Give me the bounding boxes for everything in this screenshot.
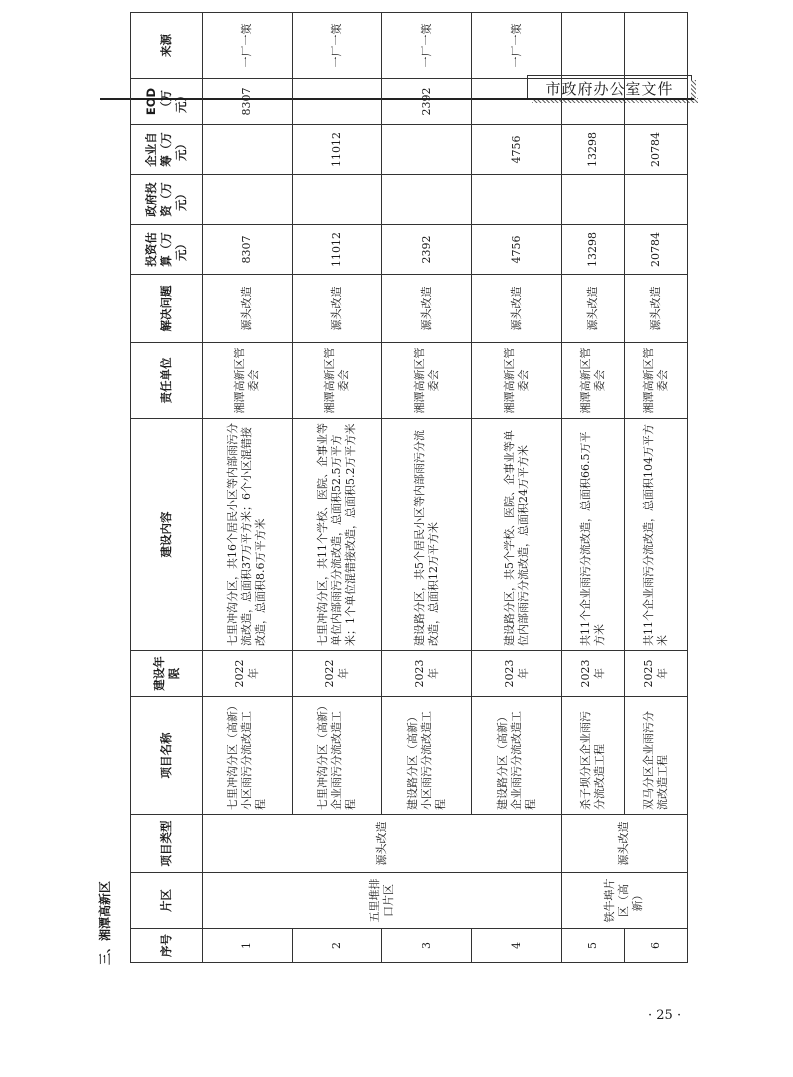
header-gov: 政府投资（万元） <box>131 175 203 225</box>
cell-eod: 2392 <box>382 79 472 125</box>
header-area: 片区 <box>131 873 203 929</box>
project-table <box>130 12 688 963</box>
cell-name: 七里冲沟分区（高新）企业雨污分流改造工程 <box>292 697 382 815</box>
cell-content: 共11个企业雨污分流改造，总面积104万平方米 <box>624 419 687 651</box>
page-number: · 25 · <box>648 1008 682 1023</box>
cell-content: 七里冲沟分区，共16个居民小区等内部雨污分流改造，总面积37万平方米；6个小区混错接改造，总面积8.6万平方米 <box>203 419 293 651</box>
table-header-row <box>131 13 203 963</box>
cell-problem: 源头改造 <box>203 275 293 343</box>
cell-self: 13298 <box>561 125 624 175</box>
cell-content: 建设路分区，共5个学校、医院、企事业等单位内部雨污分流改造，总面积24万平方米 <box>472 419 562 651</box>
cell-name: 建设路分区（高新）小区雨污分流改造工程 <box>382 697 472 815</box>
cell-no: 2 <box>292 929 382 963</box>
cell-source: 一厂一策 <box>292 13 382 79</box>
cell-self: 4756 <box>472 125 562 175</box>
table-row <box>561 13 624 963</box>
cell-gov <box>624 175 687 225</box>
cell-self: 11012 <box>292 125 382 175</box>
cell-unit: 湘潭高新区管委会 <box>624 343 687 419</box>
cell-no: 6 <box>624 929 687 963</box>
cell-name: 杀子坝分区企业雨污分流改造工程 <box>561 697 624 815</box>
header-unit: 责任单位 <box>131 343 203 419</box>
cell-year: 2022年 <box>292 651 382 697</box>
header-content: 建设内容 <box>131 419 203 651</box>
cell-source: 一厂一策 <box>382 13 472 79</box>
header-name: 项目名称 <box>131 697 203 815</box>
cell-year: 2022年 <box>203 651 293 697</box>
header-eod: EOD（万元） <box>131 79 203 125</box>
cell-source: 一厂一策 <box>203 13 293 79</box>
cell-year: 2023年 <box>561 651 624 697</box>
cell-source: 一厂一策 <box>472 13 562 79</box>
cell-name: 双马分区企业雨污分流改造工程 <box>624 697 687 815</box>
header-problem: 解决问题 <box>131 275 203 343</box>
cell-no: 1 <box>203 929 293 963</box>
cell-no: 3 <box>382 929 472 963</box>
header-type: 项目类型 <box>131 815 203 873</box>
cell-eod: 8307 <box>203 79 293 125</box>
cell-problem: 源头改造 <box>382 275 472 343</box>
cell-eod <box>561 79 624 125</box>
cell-no: 4 <box>472 929 562 963</box>
document-header-title: 市政府办公室文件 <box>545 80 674 98</box>
cell-invest: 11012 <box>292 225 382 275</box>
cell-eod <box>624 79 687 125</box>
cell-eod <box>472 79 562 125</box>
header-source: 来源 <box>131 13 203 79</box>
cell-gov <box>561 175 624 225</box>
table-row <box>203 13 293 963</box>
cell-self <box>382 125 472 175</box>
cell-self: 20784 <box>624 125 687 175</box>
cell-invest: 20784 <box>624 225 687 275</box>
cell-gov <box>472 175 562 225</box>
cell-invest: 4756 <box>472 225 562 275</box>
cell-type-group: 源头改造 <box>561 815 687 873</box>
cell-content: 建设路分区，共5个居民小区等内部雨污分流改造，总面积12万平方米 <box>382 419 472 651</box>
cell-problem: 源头改造 <box>292 275 382 343</box>
cell-content: 七里冲沟分区，共11个学校、医院、企事业等单位内部雨污分流改造，总面积52.5万平方米；1个单位混错接改造，总面积5.2万平方米 <box>292 419 382 651</box>
cell-unit: 湘潭高新区管委会 <box>382 343 472 419</box>
cell-unit: 湘潭高新区管委会 <box>472 343 562 419</box>
cell-gov <box>203 175 293 225</box>
header-self: 企业自筹（万元） <box>131 125 203 175</box>
cell-eod <box>292 79 382 125</box>
cell-area-group: 铁牛埠片区（高新） <box>561 873 687 929</box>
cell-name: 建设路分区（高新）企业雨污分流改造工程 <box>472 697 562 815</box>
cell-source <box>624 13 687 79</box>
cell-type-group: 源头改造 <box>203 815 562 873</box>
cell-unit: 湘潭高新区管委会 <box>203 343 293 419</box>
header-invest: 投资估算（万元） <box>131 225 203 275</box>
header-no: 序号 <box>131 929 203 963</box>
cell-year: 2023年 <box>382 651 472 697</box>
cell-problem: 源头改造 <box>561 275 624 343</box>
cell-problem: 源头改造 <box>472 275 562 343</box>
cell-invest: 13298 <box>561 225 624 275</box>
section-title: 三、湘潭高新区 <box>98 880 112 965</box>
cell-no: 5 <box>561 929 624 963</box>
cell-year: 2023年 <box>472 651 562 697</box>
cell-name: 七里冲沟分区（高新）小区雨污分流改造工程 <box>203 697 293 815</box>
cell-unit: 湘潭高新区管委会 <box>292 343 382 419</box>
cell-invest: 2392 <box>382 225 472 275</box>
cell-unit: 湘潭高新区管委会 <box>561 343 624 419</box>
cell-year: 2025年 <box>624 651 687 697</box>
cell-invest: 8307 <box>203 225 293 275</box>
cell-gov <box>292 175 382 225</box>
cell-self <box>203 125 293 175</box>
cell-problem: 源头改造 <box>624 275 687 343</box>
cell-content: 共11个企业雨污分流改造，总面积66.5万平方米 <box>561 419 624 651</box>
cell-area-group: 五里堆排口片区 <box>203 873 562 929</box>
header-year: 建设年限 <box>131 651 203 697</box>
cell-gov <box>382 175 472 225</box>
cell-source <box>561 13 624 79</box>
